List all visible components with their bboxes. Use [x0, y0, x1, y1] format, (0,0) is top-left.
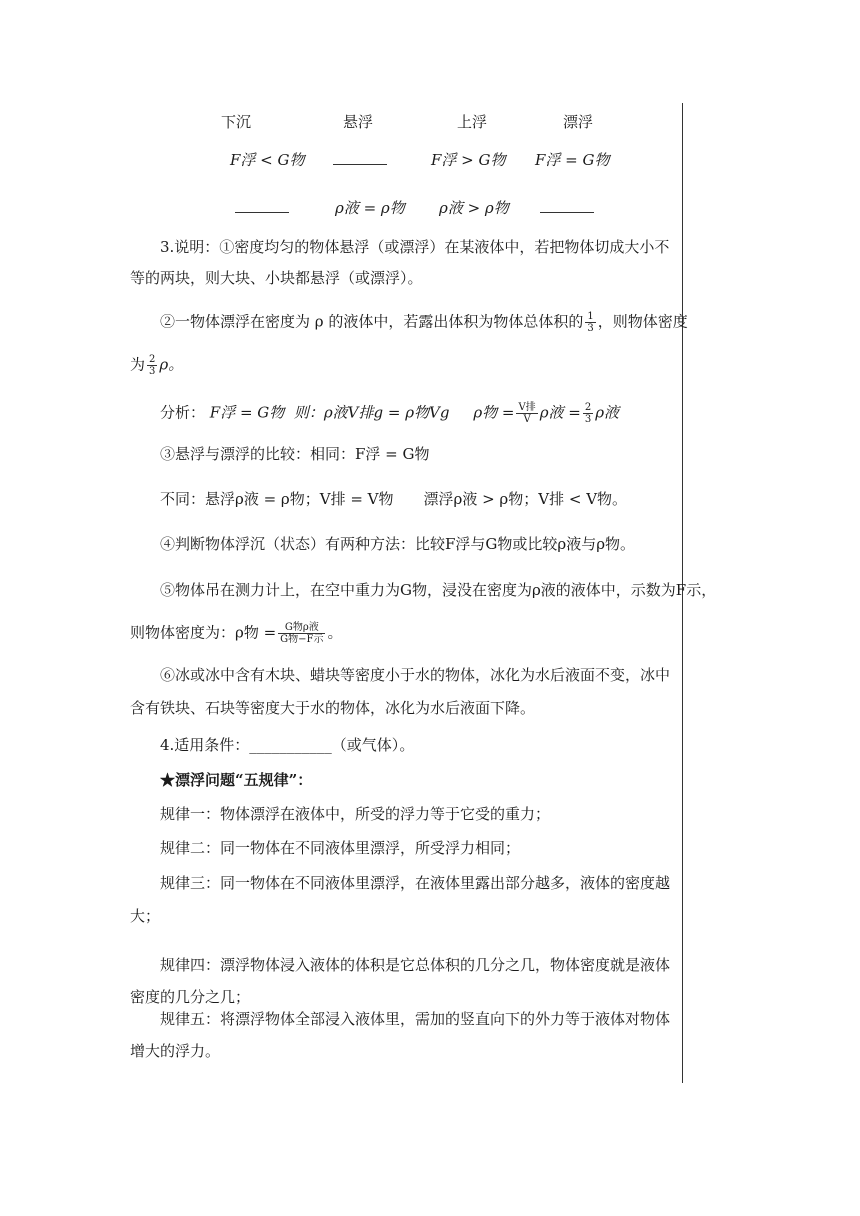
para-5-line2: 则物体密度为：ρ物 = $\frac{\text{G物ρ液}}{\text{G物−F示}}$ 。: [130, 622, 343, 645]
header-rise: 上浮: [457, 113, 488, 131]
cell-rise-density: ρ液 > ρ物: [439, 199, 509, 217]
para-3-line1: 3.说明：①密度均匀的物体悬浮（或漂浮）在某液体中，若把物体切成大小不: [160, 238, 670, 256]
para-5-line1: ⑤物体吊在测力计上，在空中重力为G物，浸没在密度为ρ液的液体中，示数为F示，: [160, 581, 717, 599]
para-diff: 不同：悬浮ρ液 = ρ物；V排 = V物 漂浮ρ液 > ρ物；V排 < V物。: [160, 490, 628, 508]
rule-4-line2: 密度的几分之几；: [130, 988, 251, 1006]
fraction-two-thirds-b: $\frac{2}{3}$: [584, 402, 592, 425]
cell-sink-force: F浮 < G物: [230, 151, 305, 169]
rule-4-line1: 规律四：漂浮物体浸入液体的体积是它总体积的几分之几，物体密度就是液体: [160, 956, 671, 974]
para-judge: ④判断物体浮沉（状态）有两种方法：比较F浮与G物或比较ρ液与ρ物。: [160, 535, 636, 553]
para-compare: ③悬浮与漂浮的比较：相同：F浮 = G物: [160, 445, 430, 463]
fraction-v-ratio: $\frac{\text{V排}}{V}$: [518, 402, 536, 425]
cell-suspend-density: ρ液 = ρ物: [335, 199, 405, 217]
para-6-line2: 含有铁块、石块等密度大于水的物体，冰化为水后液面下降。: [130, 699, 536, 717]
cell-sink-density-blank: [235, 198, 289, 218]
cell-float-force: F浮 = G物: [535, 151, 610, 169]
cell-suspend-force-blank: [333, 150, 387, 170]
rule-1: 规律一：物体漂浮在液体中，所受的浮力等于它受的重力；: [160, 805, 551, 823]
rule-3-line2: 大；: [130, 907, 161, 925]
cell-float-density-blank: [540, 198, 594, 218]
header-suspend: 悬浮: [343, 113, 374, 131]
para-condition: 4.适用条件：___________（或气体）。: [160, 736, 415, 754]
para-2-line2: 为 $\frac{2}{3}$ ρ。: [130, 354, 184, 377]
rule-3-line1: 规律三：同一物体在不同液体里漂浮，在液体里露出部分越多，液体的密度越: [160, 874, 671, 892]
rule-2: 规律二：同一物体在不同液体里漂浮，所受浮力相同；: [160, 839, 521, 857]
rule-5-line2: 增大的浮力。: [130, 1042, 221, 1060]
analysis-line: 分析： F浮 = G物 则：ρ液V排g = ρ物Vg ρ物 = $\frac{\text{V排}}{V}$ ρ液 = $\frac{2}{3}$ ρ液: [160, 402, 620, 425]
header-float: 漂浮: [563, 113, 594, 131]
rules-title: ★漂浮问题“五规律”：: [160, 771, 313, 789]
cell-rise-force: F浮 > G物: [431, 151, 506, 169]
para-2-text: ②一物体漂浮在密度为 ρ 的液体中，若露出体积为物体总体积的: [160, 312, 584, 331]
fraction-two-thirds: $\frac{2}{3}$: [149, 354, 156, 377]
fraction-density-formula: $\frac{\text{G物ρ液}}{\text{G物−F示}}$: [280, 622, 324, 645]
rule-5-line1: 规律五：将漂浮物体全部浸入液体里，需加的竖直向下的外力等于液体对物体: [160, 1010, 671, 1028]
para-2-line1: ②一物体漂浮在密度为 ρ 的液体中，若露出体积为物体总体积的 $\frac{1}{3}$ ，则物体密度: [160, 311, 688, 334]
para-6-line1: ⑥冰或冰中含有木块、蜡块等密度小于水的物体，冰化为水后液面不变，冰中: [160, 666, 671, 684]
header-sink: 下沉: [221, 113, 252, 131]
para-3-line2: 等的两块，则大块、小块都悬浮（或漂浮）。: [130, 269, 423, 287]
fraction-one-third: $\frac{1}{3}$: [587, 311, 594, 334]
